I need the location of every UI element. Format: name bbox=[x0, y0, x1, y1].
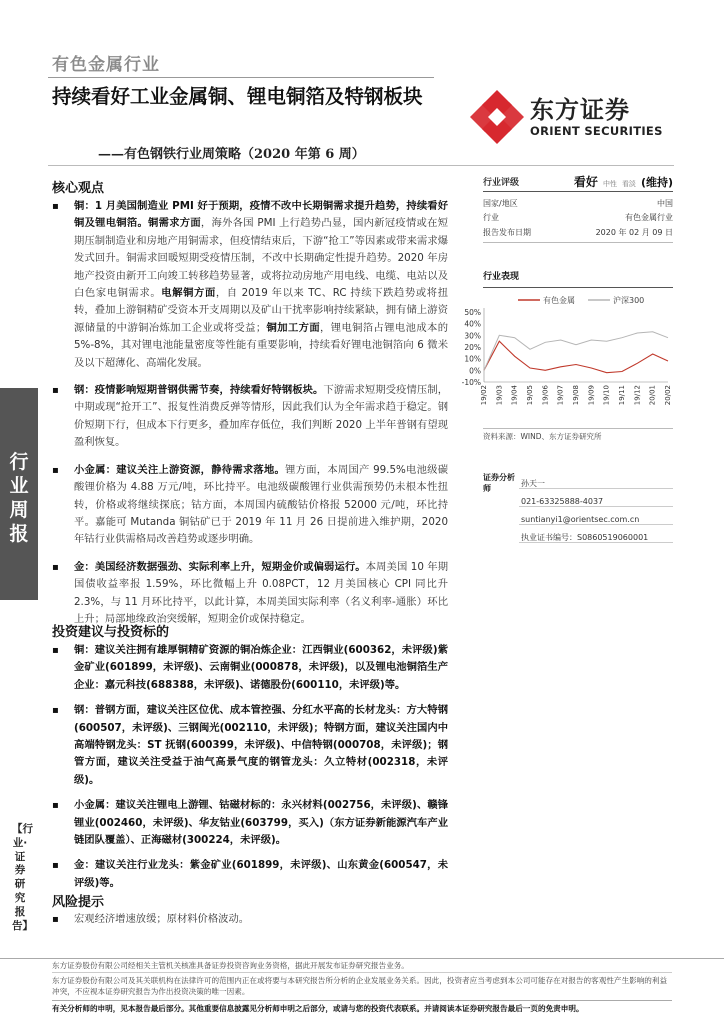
analyst-divider bbox=[519, 488, 673, 489]
footer-disclaimer: 有关分析师的申明，见本报告最后部分。其他重要信息披露见分析师申明之后部分，或请与您的投资代表联系。并请阅读本证券研究报告最后一页的免责申明。 bbox=[52, 1000, 672, 1014]
risk-item: ▪ 宏观经济增速放缓；原材料价格波动。 bbox=[52, 911, 448, 928]
chart-x-tick-label: 19/08 bbox=[572, 385, 580, 406]
core-item-gold: ▪ 金：美国经济数据强劲、实际利率上升，短期金价或偏弱运行。本周美国 10 年期国债收益率报 1.59%，环比微幅上升 0.08PCT，12 月美国核心 CPI 同比升 2.3%，与 11 月环比持平，以此计算，本周美国实际利率（名义利率-通胀）环比上升；局部地缘政治突缓解，短期金价或保持稳定。 bbox=[52, 559, 448, 629]
chart-x-tick-label: 19/07 bbox=[556, 385, 565, 406]
chart-y-tick-label: 20% bbox=[464, 343, 481, 352]
footer-divider bbox=[0, 958, 724, 959]
rating-table bbox=[483, 172, 673, 243]
risk-heading: 风险提示 bbox=[52, 895, 105, 910]
side-bar-label: 行业周报 bbox=[9, 451, 29, 545]
rating-row bbox=[483, 225, 673, 240]
chart-legend-label: 沪深300 bbox=[613, 296, 645, 305]
orient-logo-icon bbox=[468, 88, 526, 146]
analyst-row bbox=[483, 492, 673, 510]
chart-y-tick-label: 40% bbox=[464, 319, 481, 329]
chart-x-tick-label: 19/05 bbox=[526, 385, 534, 406]
advice-list bbox=[52, 642, 448, 892]
report-subtitle: ——有色钢铁行业周策略（2020 年第 6 周） bbox=[98, 147, 365, 162]
analyst-phone: 021-63325888-4037 bbox=[521, 496, 604, 506]
rating-row-key: 行业 bbox=[483, 213, 499, 223]
advice-item-copper: ▪ 铜：建议关注拥有雄厚铜精矿资源的铜冶炼企业：江西铜业(600362，未评级)紫金矿业(601899，未评级)、云南铜业(000878，未评级)，以及锂电池铜箔生产企业：嘉元科技(688388，未评级)、诺德股份(600110，未评级)等。 bbox=[52, 642, 448, 694]
chart-y-tick-label: 50% bbox=[464, 308, 481, 317]
core-item-steel: ▪ 钢：疫情影响短期普钢供需节奏，持续看好特钢板块。下游需求短期受疫情压制，中期或现“抢开工”、报复性消费反弹等情形，因此我们认为全年需求趋于稳定。钢价短期下行，但成本下行更多，叠加库存低位，我们判断 2020 上半年普钢有望现盈利恢复。 bbox=[52, 382, 448, 452]
core-list bbox=[52, 198, 448, 628]
report-title: 持续看好工业金属铜、锂电铜箔及特钢板块 bbox=[52, 85, 423, 108]
analyst-row bbox=[483, 510, 673, 528]
core-item-minor-metals: ▪ 小金属：建议关注上游资源，静待需求落地。锂方面，本周国产 99.5%电池级碳酸锂价格为 4.88 万元/吨，环比持平。电池级碳酸锂行业供需预势仍未根本性扭转，价格或将继续探底；钴方面，本周国内硫酸钴价格报 52000 元/吨，环比持平。嘉能可 Mutanda 铜钴矿已于 2019 年 11 月 26 日提前进入维护期，2020 年钴行业供需格局改善趋势或逐步明确。 bbox=[52, 462, 448, 549]
chart-source: 资料来源：WIND、东方证券研究所 bbox=[483, 428, 673, 442]
chart-x-tick-label: 19/09 bbox=[587, 385, 596, 406]
chart-x-tick-label: 19/04 bbox=[510, 385, 519, 406]
sector-title: 有色金属行业 bbox=[52, 55, 160, 75]
rating-row-key: 报告发布日期 bbox=[483, 227, 531, 237]
rating-header-row bbox=[483, 172, 673, 192]
chart-x-tick-label: 20/02 bbox=[664, 385, 672, 406]
analyst-divider bbox=[519, 506, 673, 507]
advice-heading: 投资建议与投资标的 bbox=[52, 625, 170, 640]
rating-good: 看好 bbox=[573, 175, 598, 189]
chart-x-tick-label: 19/11 bbox=[618, 385, 626, 406]
risk-list bbox=[52, 911, 448, 928]
title-divider bbox=[48, 165, 674, 166]
analyst-email[interactable]: suntianyi1@orientsec.com.cn bbox=[521, 514, 640, 524]
rating-keep: (维持) bbox=[640, 176, 673, 189]
rating-divider bbox=[483, 242, 673, 243]
header-divider bbox=[48, 77, 434, 78]
rating-label: 行业评级 bbox=[483, 178, 520, 188]
advice-item-gold: ▪ 金：建议关注行业龙头：紫金矿业(601899，未评级)、山东黄金(600547，未评级)等。 bbox=[52, 857, 448, 892]
chart-x-tick-label: 19/03 bbox=[495, 385, 504, 406]
chart-y-tick-label: 10% bbox=[464, 354, 481, 364]
footer-conflict-notice: 东方证券股份有限公司及其关联机构在法律许可的范围内正在或将要与本研究报告所分析的企业发展业务关系。因此，投资者应当考虑到本公司可能存在对报告的客观性产生影响的利益冲突，不应视本证券研究报告为作出投资决策的唯一因素。 bbox=[52, 972, 672, 997]
chart-legend-label: 有色金属 bbox=[543, 296, 575, 305]
rating-bad: 看淡 bbox=[621, 180, 636, 188]
chart-x-tick-label: 19/02 bbox=[480, 385, 488, 406]
rating-row-value: 2020 年 02 月 09 日 bbox=[595, 227, 673, 237]
core-item-copper: ▪ 铜：1 月美国制造业 PMI 好于预期，疫情不改中长期铜需求提升趋势，持续看好铜及锂电铜箔。铜需求方面，海外各国 PMI 上行趋势凸显，国内新冠疫情或在短期压制制造业和房地产用铜需求，但疫情结束后，下游“抢工”等因素或带来需求爆发式回升。铜需求回暖短期受疫情压制，不改中长期确定性提升趋势。2020 年房地产投资由新开工向竣工转移趋势显著，或将拉动房地产用电线、电缆、电站以及白色家电铜需求。电解铜方面，自 2019 年以来 TC、RC 持续下跌趋势或将扭转，叠加上游铜精矿受资本开支周期以及矿山干扰率影响持续紧缺，拥有储上游资源储量的中游铜冶炼加工企业或将受益；铜加工方面，锂电铜箔占锂电池成本的 5%-8%，其对锂电池能量密度等性能有重要影响，持续看好锂电池铜箔向 6 微米及以下超薄化、高端化发展。 bbox=[52, 198, 448, 372]
chart-x-tick-label: 19/12 bbox=[633, 385, 642, 406]
rating-row bbox=[483, 211, 673, 226]
chart-y-tick-label: 30% bbox=[464, 331, 481, 341]
chart-x-tick-label: 19/10 bbox=[602, 385, 611, 406]
advice-item-steel: ▪ 钢：普钢方面，建议关注区位优、成本管控强、分红水平高的长材龙头：方大特钢(600507，未评级)、三钢闽光(002110，未评级)；特钢方面，建议关注国内中高端特钢龙头：ST 抚钢(600399，未评级)、中信特钢(000708，未评级)；钢管方面，建议关注受益于油气高景气度的钢管龙头：久立特材(002318，未评级)。 bbox=[52, 702, 448, 789]
rating-row-value: 有色金属行业 bbox=[625, 213, 673, 223]
analyst-name: 孙天一 bbox=[521, 478, 545, 488]
footer-qualification: 东方证券股份有限公司经相关主管机关核准具备证券投资咨询业务资格，据此开展发布证券研究报告业务。 bbox=[52, 961, 409, 970]
chart-x-tick-label: 19/06 bbox=[541, 385, 550, 406]
rating-neutral: 中性 bbox=[602, 180, 617, 188]
analyst-block bbox=[483, 474, 673, 546]
analyst-divider bbox=[519, 542, 673, 543]
rating-value bbox=[574, 173, 673, 190]
performance-chart bbox=[452, 286, 678, 416]
logo-name-cn: 东方证券 bbox=[530, 96, 630, 124]
advice-item-minor-metals: ▪ 小金属：建议关注锂电上游锂、钴磁材标的：永兴材料(002756，未评级)、赣锋锂业(002460，未评级)、华友钴业(603799，买入)（东方证券新能源汽车产业链团队覆盖）、正海磁材(300224，未评级)。 bbox=[52, 797, 448, 849]
rating-row-value: 中国 bbox=[657, 198, 673, 208]
analyst-label: 证券分析师 bbox=[483, 473, 515, 493]
chart-y-tick-label: 0% bbox=[469, 366, 481, 376]
chart-x-tick-label: 20/01 bbox=[648, 385, 657, 406]
rating-row bbox=[483, 196, 673, 211]
analyst-divider bbox=[519, 524, 673, 525]
analyst-cert: 执业证书编号：S0860519060001 bbox=[521, 532, 649, 542]
chart-y-tick-label: -10% bbox=[461, 378, 481, 387]
logo-name-en: ORIENT SECURITIES bbox=[530, 124, 663, 138]
analyst-row bbox=[483, 474, 673, 492]
core-heading: 核心观点 bbox=[52, 181, 105, 196]
side-vertical-label: 【行业·证券研究报告】 bbox=[12, 823, 33, 932]
rating-row-key: 国家/地区 bbox=[483, 198, 518, 208]
analyst-row bbox=[483, 528, 673, 546]
chart-series-line bbox=[484, 341, 668, 373]
performance-heading: 行业表现 bbox=[483, 269, 673, 288]
